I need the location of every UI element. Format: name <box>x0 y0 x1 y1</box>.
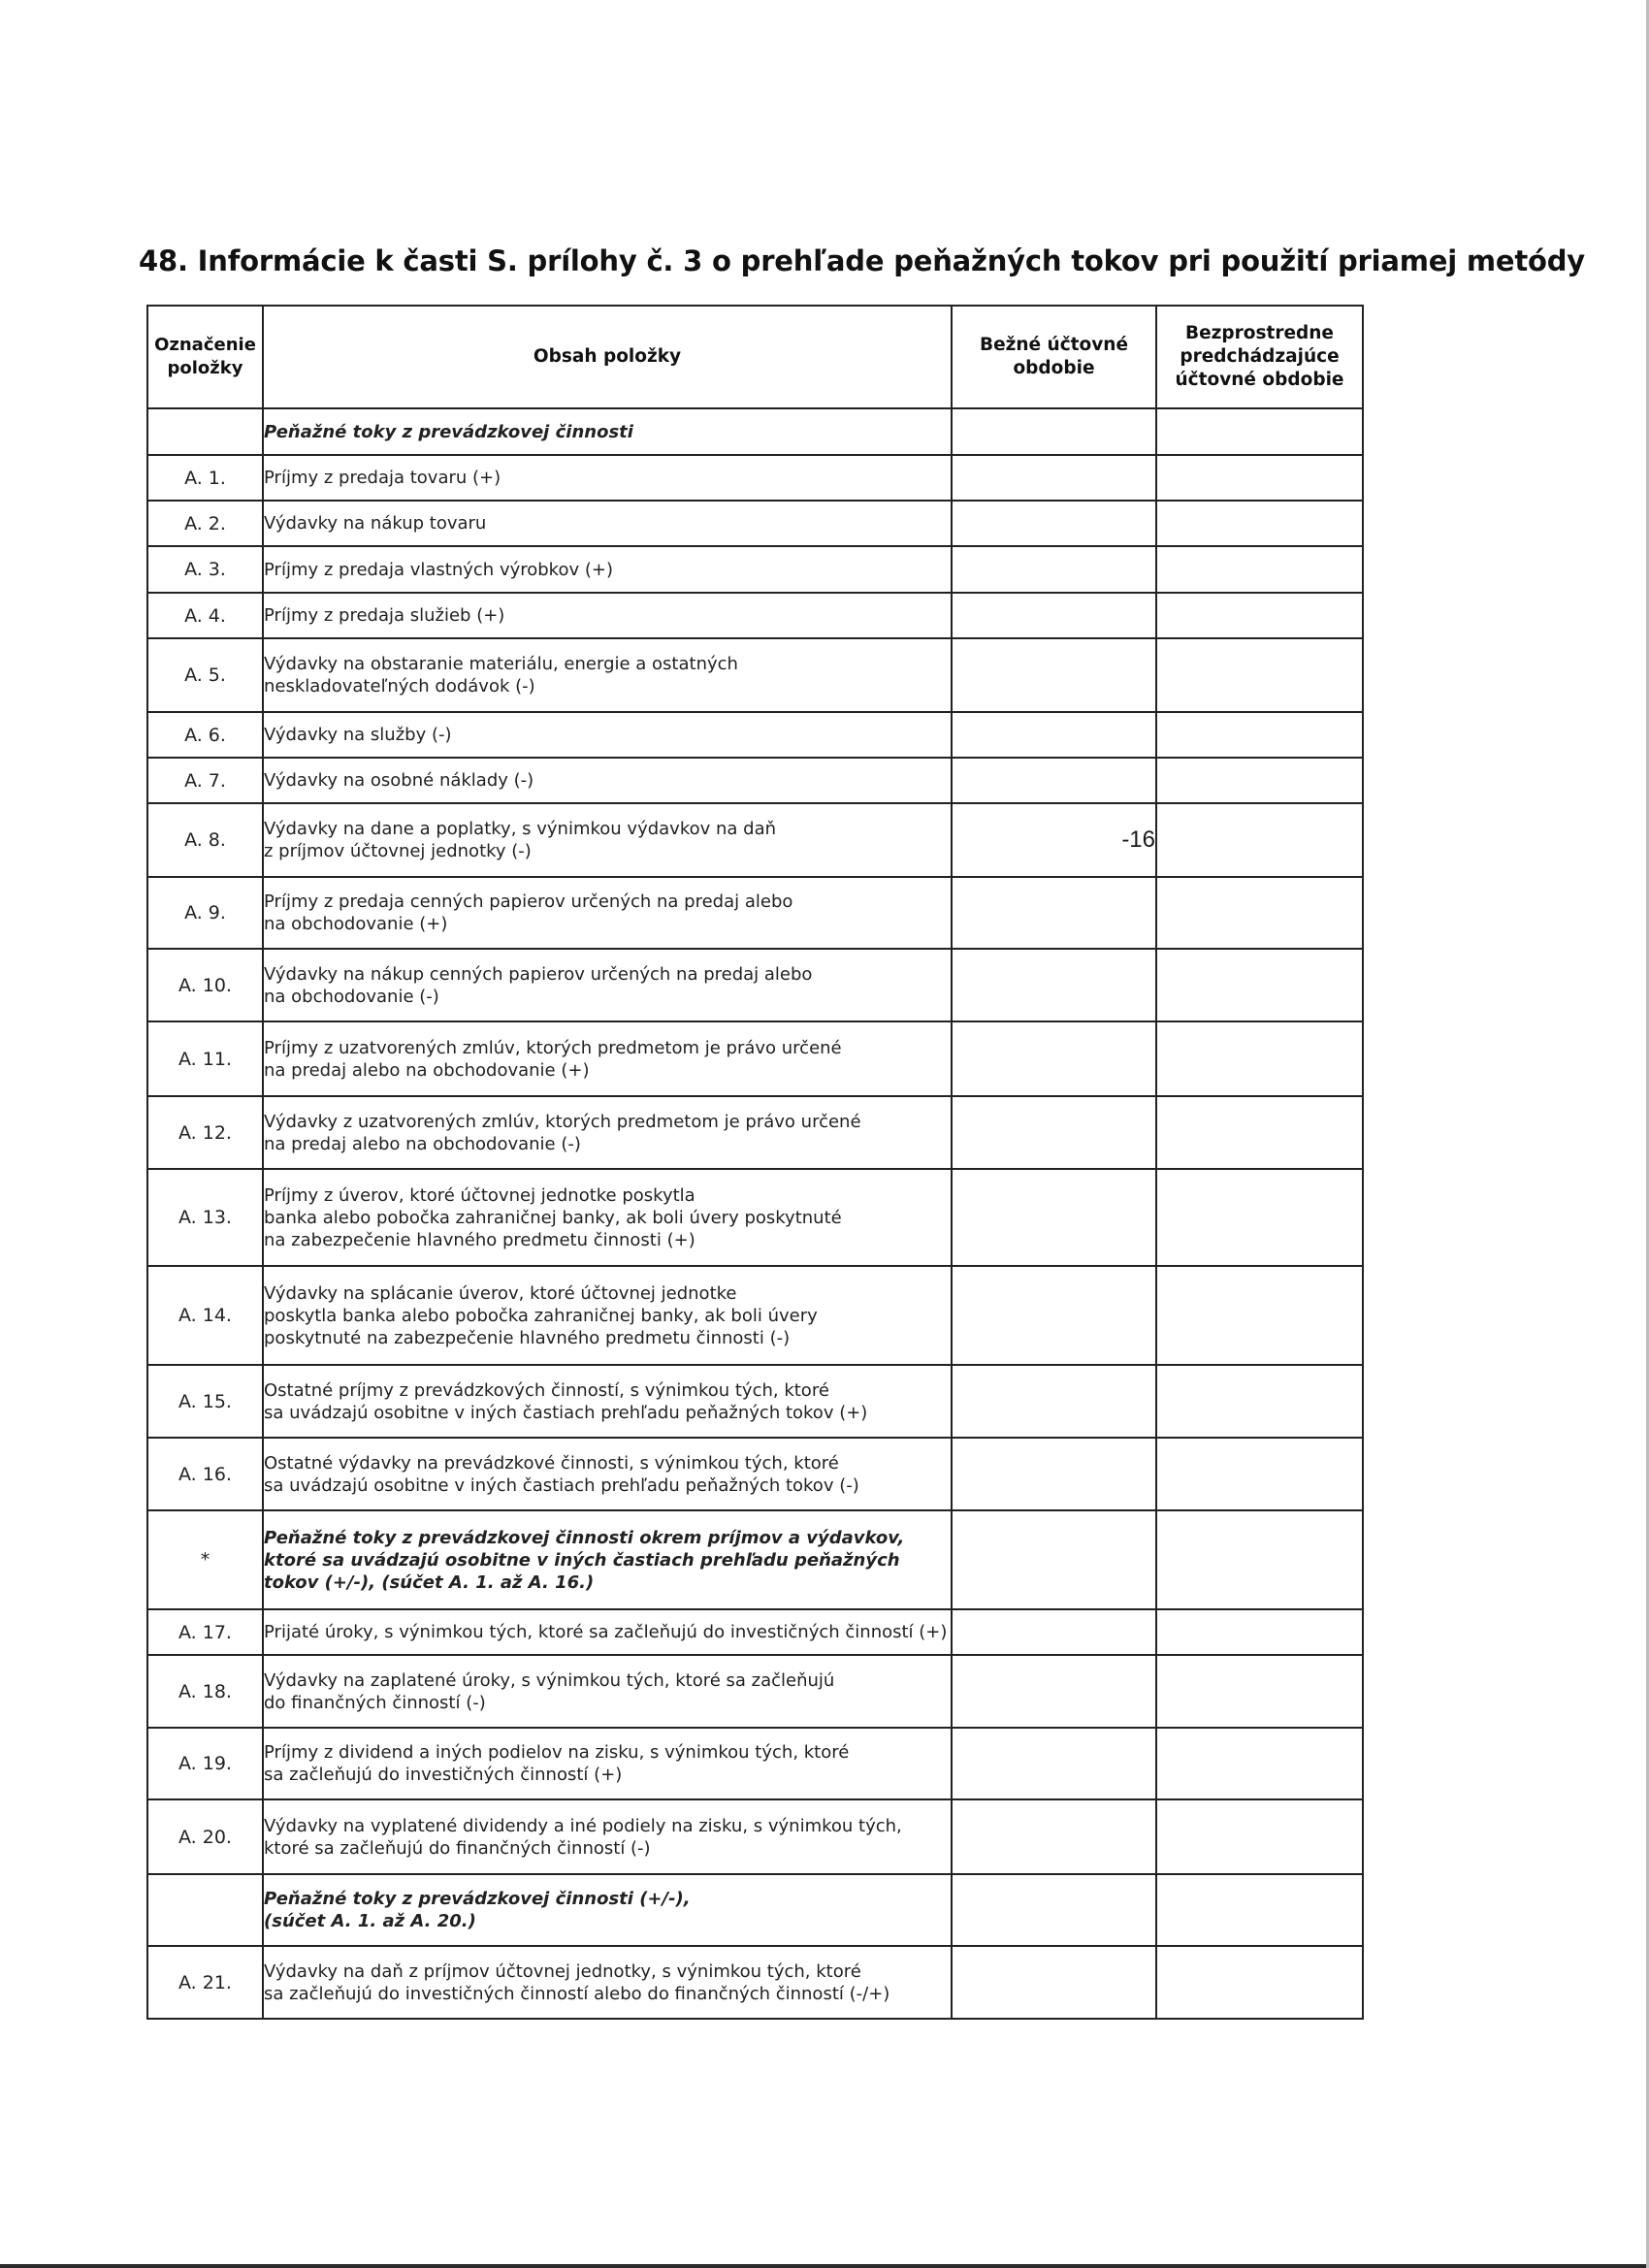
row-current-value <box>952 546 1156 593</box>
row-previous-value <box>1156 546 1363 593</box>
row-previous-value <box>1156 803 1363 877</box>
row-previous-value <box>1156 638 1363 712</box>
row-content: Výdavky na osobné náklady (-) <box>263 758 952 803</box>
table-row <box>147 1946 1363 2019</box>
row-code: A. 5. <box>147 638 263 712</box>
row-code: A. 11. <box>147 1021 263 1096</box>
row-current-value <box>952 712 1156 758</box>
row-code: A. 13. <box>147 1169 263 1266</box>
row-content: Príjmy z dividend a iných podielov na zisku, s výnimkou tých, ktoré sa začleňujú do investičných činností (+) <box>263 1728 952 1799</box>
row-current-value <box>952 1266 1156 1365</box>
row-previous-value <box>1156 949 1363 1021</box>
row-content: Ostatné výdavky na prevádzkové činnosti, s výnimkou tých, ktoré sa uvádzajú osobitne v iných častiach prehľadu peňažných tokov (-) <box>263 1438 952 1510</box>
row-content: Prijaté úroky, s výnimkou tých, ktoré sa začleňujú do investičných činností (+) <box>263 1609 952 1655</box>
row-current-value <box>952 593 1156 638</box>
table-row <box>147 1096 1363 1169</box>
row-code: A. 8. <box>147 803 263 877</box>
table-row <box>147 408 1363 455</box>
row-code: A. 17. <box>147 1609 263 1655</box>
row-previous-value <box>1156 455 1363 501</box>
row-content: Výdavky na obstaranie materiálu, energie a ostatných neskladovateľných dodávok (-) <box>263 638 952 712</box>
table-row <box>147 546 1363 593</box>
row-current-value <box>952 1609 1156 1655</box>
table-row <box>147 758 1363 803</box>
row-code: A. 9. <box>147 877 263 949</box>
table-row <box>147 638 1363 712</box>
row-previous-value <box>1156 1021 1363 1096</box>
row-code: A. 20. <box>147 1799 263 1874</box>
row-current-value <box>952 1874 1156 1946</box>
row-current-value <box>952 877 1156 949</box>
row-previous-value <box>1156 1728 1363 1799</box>
row-code: A. 15. <box>147 1365 263 1438</box>
table-row <box>147 1438 1363 1510</box>
cash-flow-table <box>146 305 1364 2020</box>
row-code: A. 12. <box>147 1096 263 1169</box>
row-current-value <box>952 758 1156 803</box>
row-current-value <box>952 1096 1156 1169</box>
row-content: Príjmy z predaja tovaru (+) <box>263 455 952 501</box>
row-content: Príjmy z predaja cenných papierov určených na predaj alebo na obchodovanie (+) <box>263 877 952 949</box>
row-code: A. 16. <box>147 1438 263 1510</box>
row-current-value: -16 <box>952 803 1156 877</box>
row-code: A. 14. <box>147 1266 263 1365</box>
row-previous-value <box>1156 1169 1363 1266</box>
row-previous-value <box>1156 877 1363 949</box>
row-content: Výdavky na splácanie úverov, ktoré účtovnej jednotke poskytla banka alebo pobočka zahraničnej banky, ak boli úvery poskytnuté na zabezpečenie hlavného predmetu činnosti (-) <box>263 1266 952 1365</box>
row-code <box>147 408 263 455</box>
row-code: A. 3. <box>147 546 263 593</box>
row-code <box>147 1874 263 1946</box>
row-previous-value <box>1156 501 1363 546</box>
row-content: Výdavky na vyplatené dividendy a iné podiely na zisku, s výnimkou tých, ktoré sa začleňujú do finančných činností (-) <box>263 1799 952 1874</box>
row-code: A. 4. <box>147 593 263 638</box>
table-row <box>147 1021 1363 1096</box>
header-code: Označenie položky <box>147 306 263 408</box>
row-content: Výdavky na služby (-) <box>263 712 952 758</box>
table-row <box>147 1609 1363 1655</box>
table-row <box>147 1510 1363 1609</box>
table-row <box>147 949 1363 1021</box>
row-current-value <box>952 1021 1156 1096</box>
row-content: Ostatné príjmy z prevádzkových činností, s výnimkou tých, ktoré sa uvádzajú osobitne v iných častiach prehľadu peňažných tokov (+) <box>263 1365 952 1438</box>
row-current-value <box>952 1510 1156 1609</box>
table-row <box>147 1799 1363 1874</box>
row-code: A. 6. <box>147 712 263 758</box>
row-content: Príjmy z úverov, ktoré účtovnej jednotke poskytla banka alebo pobočka zahraničnej banky, ak boli úvery poskytnuté na zabezpečenie hlavného predmetu činnosti (+) <box>263 1169 952 1266</box>
row-previous-value <box>1156 1946 1363 2019</box>
row-current-value <box>952 1728 1156 1799</box>
row-previous-value <box>1156 712 1363 758</box>
row-code: A. 2. <box>147 501 263 546</box>
row-previous-value <box>1156 1096 1363 1169</box>
row-previous-value <box>1156 1874 1363 1946</box>
table-row <box>147 712 1363 758</box>
row-previous-value <box>1156 1799 1363 1874</box>
row-previous-value <box>1156 1438 1363 1510</box>
row-content: Výdavky na dane a poplatky, s výnimkou výdavkov na daň z príjmov účtovnej jednotky (-) <box>263 803 952 877</box>
row-code: A. 18. <box>147 1655 263 1728</box>
table-row <box>147 1169 1363 1266</box>
row-content: Výdavky na zaplatené úroky, s výnimkou tých, ktoré sa začleňujú do finančných činností (-) <box>263 1655 952 1728</box>
row-previous-value <box>1156 593 1363 638</box>
row-previous-value <box>1156 1609 1363 1655</box>
table-row <box>147 501 1363 546</box>
row-previous-value <box>1156 1365 1363 1438</box>
row-previous-value <box>1156 408 1363 455</box>
header-current-period: Bežné účtovné obdobie <box>952 306 1156 408</box>
row-content: Výdavky na daň z príjmov účtovnej jednotky, s výnimkou tých, ktoré sa začleňujú do investičných činností alebo do finančných činností (-/+) <box>263 1946 952 2019</box>
row-current-value <box>952 408 1156 455</box>
header-content: Obsah položky <box>263 306 952 408</box>
table-row <box>147 593 1363 638</box>
table-row <box>147 1728 1363 1799</box>
row-current-value <box>952 1655 1156 1728</box>
table-header-row <box>147 306 1363 408</box>
row-current-value <box>952 1799 1156 1874</box>
row-current-value <box>952 1365 1156 1438</box>
row-code: A. 21. <box>147 1946 263 2019</box>
row-content: Výdavky na nákup tovaru <box>263 501 952 546</box>
row-content: Príjmy z uzatvorených zmlúv, ktorých predmetom je právo určené na predaj alebo na obchodovanie (+) <box>263 1021 952 1096</box>
row-content: Peňažné toky z prevádzkovej činnosti okrem príjmov a výdavkov, ktoré sa uvádzajú osobitne v iných častiach prehľadu peňažných tokov (+/-), (súčet A. 1. až A. 16.) <box>263 1510 952 1609</box>
row-current-value <box>952 949 1156 1021</box>
row-previous-value <box>1156 1510 1363 1609</box>
row-code: A. 7. <box>147 758 263 803</box>
row-previous-value <box>1156 1266 1363 1365</box>
table-body <box>147 408 1363 2019</box>
row-content: Výdavky z uzatvorených zmlúv, ktorých predmetom je právo určené na predaj alebo na obchodovanie (-) <box>263 1096 952 1169</box>
table-row <box>147 1266 1363 1365</box>
row-previous-value <box>1156 758 1363 803</box>
scan-bottom-edge <box>0 2264 1649 2268</box>
table-row <box>147 803 1363 877</box>
row-code: A. 10. <box>147 949 263 1021</box>
row-current-value <box>952 455 1156 501</box>
row-current-value <box>952 1169 1156 1266</box>
row-content: Peňažné toky z prevádzkovej činnosti (+/-), (súčet A. 1. až A. 20.) <box>263 1874 952 1946</box>
table-row <box>147 1874 1363 1946</box>
row-current-value <box>952 1438 1156 1510</box>
table-row <box>147 455 1363 501</box>
page-title: 48. Informácie k časti S. prílohy č. 3 o prehľade peňažných tokov pri použití priamej metódy <box>139 244 1586 277</box>
row-content: Peňažné toky z prevádzkovej činnosti <box>263 408 952 455</box>
row-current-value <box>952 1946 1156 2019</box>
row-current-value <box>952 638 1156 712</box>
row-current-value <box>952 501 1156 546</box>
row-previous-value <box>1156 1655 1363 1728</box>
table-row <box>147 877 1363 949</box>
row-code: * <box>147 1510 263 1609</box>
row-code: A. 1. <box>147 455 263 501</box>
row-content: Príjmy z predaja vlastných výrobkov (+) <box>263 546 952 593</box>
table-row <box>147 1365 1363 1438</box>
table-row <box>147 1655 1363 1728</box>
row-content: Výdavky na nákup cenných papierov určených na predaj alebo na obchodovanie (-) <box>263 949 952 1021</box>
row-content: Príjmy z predaja služieb (+) <box>263 593 952 638</box>
header-previous-period: Bezprostredne predchádzajúce účtovné obdobie <box>1156 306 1363 408</box>
row-code: A. 19. <box>147 1728 263 1799</box>
